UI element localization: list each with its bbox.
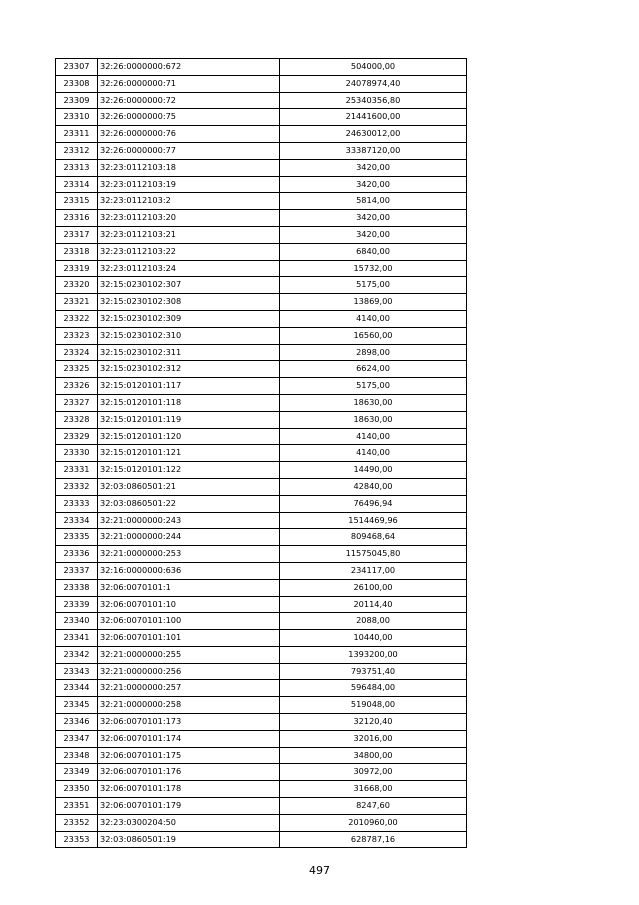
row-number-cell: 23313 — [56, 159, 98, 176]
row-number-cell: 23346 — [56, 714, 98, 731]
value-cell: 6624,00 — [280, 361, 467, 378]
table-row — [56, 613, 467, 630]
cadastral-number-cell: 32:23:0112103:18 — [98, 159, 280, 176]
value-cell: 4140,00 — [280, 310, 467, 327]
table-row — [56, 714, 467, 731]
table-row — [56, 378, 467, 395]
row-number-cell: 23329 — [56, 428, 98, 445]
table-row — [56, 562, 467, 579]
value-cell: 32016,00 — [280, 730, 467, 747]
value-cell: 809468,64 — [280, 529, 467, 546]
cadastral-number-cell: 32:06:0070101:101 — [98, 630, 280, 647]
row-number-cell: 23335 — [56, 529, 98, 546]
value-cell: 34800,00 — [280, 747, 467, 764]
row-number-cell: 23332 — [56, 478, 98, 495]
cadastral-number-cell: 32:23:0112103:19 — [98, 176, 280, 193]
cadastral-number-cell: 32:06:0070101:174 — [98, 730, 280, 747]
table-row — [56, 361, 467, 378]
value-cell: 13869,00 — [280, 294, 467, 311]
value-cell: 21441600,00 — [280, 109, 467, 126]
cadastral-number-cell: 32:15:0120101:117 — [98, 378, 280, 395]
table-row — [56, 92, 467, 109]
table-row — [56, 75, 467, 92]
table-row — [56, 445, 467, 462]
cadastral-number-cell: 32:16:0000000:636 — [98, 562, 280, 579]
table-row — [56, 663, 467, 680]
table-row — [56, 193, 467, 210]
value-cell: 4140,00 — [280, 428, 467, 445]
row-number-cell: 23334 — [56, 512, 98, 529]
table-row — [56, 176, 467, 193]
value-cell: 628787,16 — [280, 831, 467, 848]
row-number-cell: 23338 — [56, 579, 98, 596]
row-number-cell: 23342 — [56, 646, 98, 663]
table-row — [56, 814, 467, 831]
row-number-cell: 23340 — [56, 613, 98, 630]
row-number-cell: 23341 — [56, 630, 98, 647]
value-cell: 20114,40 — [280, 596, 467, 613]
table-row — [56, 747, 467, 764]
row-number-cell: 23350 — [56, 781, 98, 798]
value-cell: 24630012,00 — [280, 126, 467, 143]
table-row — [56, 243, 467, 260]
cadastral-number-cell: 32:06:0070101:178 — [98, 781, 280, 798]
table-row — [56, 596, 467, 613]
row-number-cell: 23336 — [56, 546, 98, 563]
table-row — [56, 226, 467, 243]
row-number-cell: 23320 — [56, 277, 98, 294]
table-row — [56, 394, 467, 411]
table-row — [56, 512, 467, 529]
cadastral-number-cell: 32:03:0860501:19 — [98, 831, 280, 848]
cadastral-number-cell: 32:21:0000000:244 — [98, 529, 280, 546]
value-cell: 3420,00 — [280, 210, 467, 227]
row-number-cell: 23349 — [56, 764, 98, 781]
value-cell: 6840,00 — [280, 243, 467, 260]
cadastral-number-cell: 32:21:0000000:253 — [98, 546, 280, 563]
cadastral-number-cell: 32:06:0070101:1 — [98, 579, 280, 596]
cadastral-number-cell: 32:06:0070101:176 — [98, 764, 280, 781]
row-number-cell: 23309 — [56, 92, 98, 109]
value-cell: 3420,00 — [280, 159, 467, 176]
table-row — [56, 142, 467, 159]
cadastral-number-cell: 32:26:0000000:75 — [98, 109, 280, 126]
cadastral-number-cell: 32:15:0120101:119 — [98, 411, 280, 428]
value-cell: 30972,00 — [280, 764, 467, 781]
value-cell: 596484,00 — [280, 680, 467, 697]
value-cell: 15732,00 — [280, 260, 467, 277]
cadastral-number-cell: 32:23:0112103:2 — [98, 193, 280, 210]
table-row — [56, 630, 467, 647]
row-number-cell: 23345 — [56, 697, 98, 714]
value-cell: 11575045,80 — [280, 546, 467, 563]
cadastral-number-cell: 32:15:0120101:122 — [98, 462, 280, 479]
value-cell: 76496,94 — [280, 495, 467, 512]
value-cell: 31668,00 — [280, 781, 467, 798]
value-cell: 2088,00 — [280, 613, 467, 630]
value-cell: 26100,00 — [280, 579, 467, 596]
table-row — [56, 411, 467, 428]
page-number: 497 — [309, 864, 330, 877]
value-cell: 5175,00 — [280, 277, 467, 294]
cadastral-number-cell: 32:23:0112103:21 — [98, 226, 280, 243]
cadastral-number-cell: 32:21:0000000:256 — [98, 663, 280, 680]
table-row — [56, 579, 467, 596]
cadastral-number-cell: 32:06:0070101:179 — [98, 798, 280, 815]
row-number-cell: 23328 — [56, 411, 98, 428]
table-body — [56, 59, 467, 848]
row-number-cell: 23308 — [56, 75, 98, 92]
table-row — [56, 546, 467, 563]
row-number-cell: 23352 — [56, 814, 98, 831]
row-number-cell: 23312 — [56, 142, 98, 159]
table-row — [56, 294, 467, 311]
value-cell: 3420,00 — [280, 176, 467, 193]
table-row — [56, 310, 467, 327]
cadastral-number-cell: 32:15:0120101:120 — [98, 428, 280, 445]
cadastral-number-cell: 32:15:0120101:121 — [98, 445, 280, 462]
table-row — [56, 210, 467, 227]
cadastral-number-cell: 32:03:0860501:22 — [98, 495, 280, 512]
cadastral-number-cell: 32:23:0300204:50 — [98, 814, 280, 831]
row-number-cell: 23351 — [56, 798, 98, 815]
value-cell: 3420,00 — [280, 226, 467, 243]
row-number-cell: 23333 — [56, 495, 98, 512]
row-number-cell: 23325 — [56, 361, 98, 378]
row-number-cell: 23316 — [56, 210, 98, 227]
table-row — [56, 680, 467, 697]
table-row — [56, 260, 467, 277]
row-number-cell: 23314 — [56, 176, 98, 193]
table-row — [56, 730, 467, 747]
table-row — [56, 831, 467, 848]
value-cell: 793751,40 — [280, 663, 467, 680]
row-number-cell: 23317 — [56, 226, 98, 243]
value-cell: 519048,00 — [280, 697, 467, 714]
table-row — [56, 277, 467, 294]
row-number-cell: 23326 — [56, 378, 98, 395]
table-row — [56, 764, 467, 781]
table-row — [56, 478, 467, 495]
cadastral-number-cell: 32:15:0230102:308 — [98, 294, 280, 311]
row-number-cell: 23323 — [56, 327, 98, 344]
cadastral-number-cell: 32:23:0112103:22 — [98, 243, 280, 260]
value-cell: 2898,00 — [280, 344, 467, 361]
cadastral-number-cell: 32:26:0000000:72 — [98, 92, 280, 109]
value-cell: 24078974,40 — [280, 75, 467, 92]
row-number-cell: 23344 — [56, 680, 98, 697]
cadastral-number-cell: 32:15:0120101:118 — [98, 394, 280, 411]
value-cell: 10440,00 — [280, 630, 467, 647]
row-number-cell: 23319 — [56, 260, 98, 277]
cadastral-number-cell: 32:06:0070101:100 — [98, 613, 280, 630]
row-number-cell: 23353 — [56, 831, 98, 848]
cadastral-number-cell: 32:26:0000000:76 — [98, 126, 280, 143]
row-number-cell: 23348 — [56, 747, 98, 764]
cadastral-number-cell: 32:21:0000000:257 — [98, 680, 280, 697]
value-cell: 504000,00 — [280, 59, 467, 76]
cadastral-number-cell: 32:15:0230102:310 — [98, 327, 280, 344]
table-row — [56, 59, 467, 76]
cadastral-number-cell: 32:21:0000000:243 — [98, 512, 280, 529]
row-number-cell: 23330 — [56, 445, 98, 462]
row-number-cell: 23322 — [56, 310, 98, 327]
table-row — [56, 344, 467, 361]
data-table — [55, 58, 467, 848]
value-cell: 16560,00 — [280, 327, 467, 344]
value-cell: 5814,00 — [280, 193, 467, 210]
row-number-cell: 23321 — [56, 294, 98, 311]
table-row — [56, 798, 467, 815]
value-cell: 234117,00 — [280, 562, 467, 579]
row-number-cell: 23315 — [56, 193, 98, 210]
row-number-cell: 23307 — [56, 59, 98, 76]
value-cell: 14490,00 — [280, 462, 467, 479]
cadastral-number-cell: 32:26:0000000:77 — [98, 142, 280, 159]
cadastral-number-cell: 32:15:0230102:312 — [98, 361, 280, 378]
value-cell: 25340356,80 — [280, 92, 467, 109]
cadastral-number-cell: 32:23:0112103:20 — [98, 210, 280, 227]
value-cell: 2010960,00 — [280, 814, 467, 831]
value-cell: 5175,00 — [280, 378, 467, 395]
cadastral-number-cell: 32:15:0230102:311 — [98, 344, 280, 361]
cadastral-number-cell: 32:26:0000000:672 — [98, 59, 280, 76]
value-cell: 32120,40 — [280, 714, 467, 731]
table-row — [56, 781, 467, 798]
row-number-cell: 23311 — [56, 126, 98, 143]
cadastral-number-cell: 32:06:0070101:10 — [98, 596, 280, 613]
row-number-cell: 23327 — [56, 394, 98, 411]
cadastral-number-cell: 32:03:0860501:21 — [98, 478, 280, 495]
cadastral-number-cell: 32:26:0000000:71 — [98, 75, 280, 92]
table-row — [56, 159, 467, 176]
row-number-cell: 23343 — [56, 663, 98, 680]
cadastral-number-cell: 32:23:0112103:24 — [98, 260, 280, 277]
value-cell: 4140,00 — [280, 445, 467, 462]
table-row — [56, 697, 467, 714]
value-cell: 1393200,00 — [280, 646, 467, 663]
cadastral-number-cell: 32:21:0000000:255 — [98, 646, 280, 663]
value-cell: 33387120,00 — [280, 142, 467, 159]
table-row — [56, 109, 467, 126]
table-row — [56, 495, 467, 512]
row-number-cell: 23324 — [56, 344, 98, 361]
row-number-cell: 23347 — [56, 730, 98, 747]
table-row — [56, 126, 467, 143]
cadastral-number-cell: 32:15:0230102:307 — [98, 277, 280, 294]
row-number-cell: 23331 — [56, 462, 98, 479]
row-number-cell: 23337 — [56, 562, 98, 579]
table-row — [56, 327, 467, 344]
value-cell: 1514469,96 — [280, 512, 467, 529]
table-row — [56, 529, 467, 546]
table-row — [56, 646, 467, 663]
row-number-cell: 23318 — [56, 243, 98, 260]
value-cell: 18630,00 — [280, 411, 467, 428]
cadastral-number-cell: 32:06:0070101:175 — [98, 747, 280, 764]
value-cell: 42840,00 — [280, 478, 467, 495]
table-row — [56, 462, 467, 479]
cadastral-number-cell: 32:06:0070101:173 — [98, 714, 280, 731]
row-number-cell: 23310 — [56, 109, 98, 126]
table-row — [56, 428, 467, 445]
cadastral-number-cell: 32:21:0000000:258 — [98, 697, 280, 714]
value-cell: 8247,60 — [280, 798, 467, 815]
cadastral-number-cell: 32:15:0230102:309 — [98, 310, 280, 327]
value-cell: 18630,00 — [280, 394, 467, 411]
row-number-cell: 23339 — [56, 596, 98, 613]
